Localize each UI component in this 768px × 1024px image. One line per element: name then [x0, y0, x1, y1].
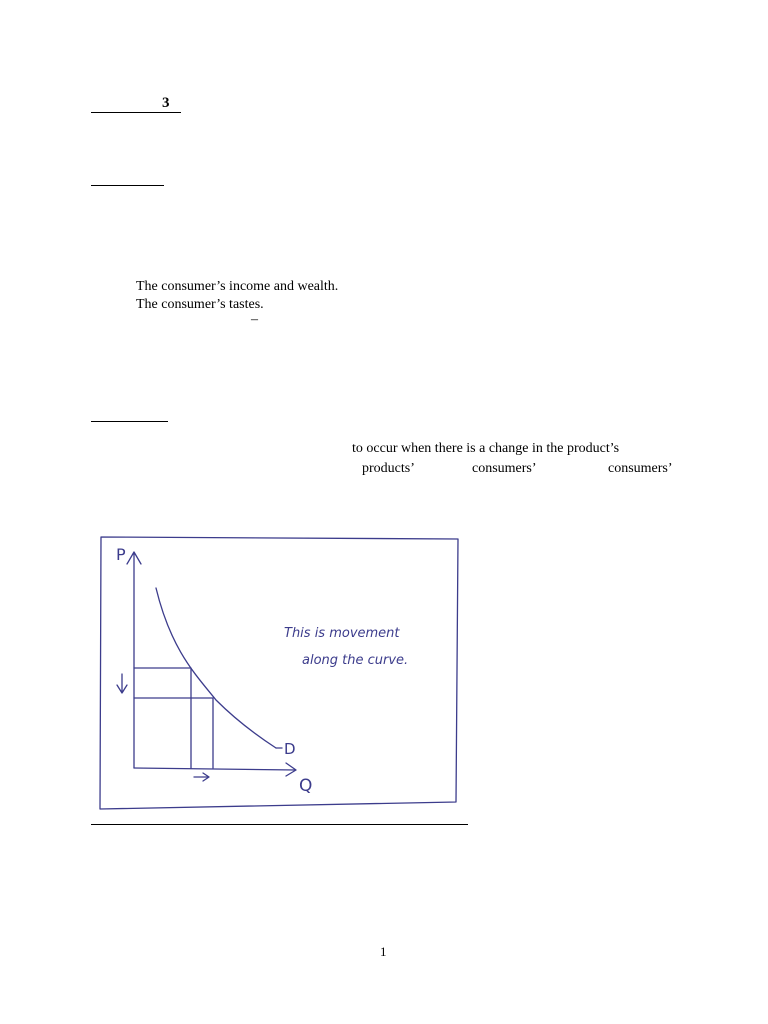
price-line-high — [134, 668, 191, 768]
annotation-line-2: along the curve. — [302, 653, 409, 668]
heading-underline — [91, 112, 181, 113]
x-axis-label: Q — [299, 776, 313, 796]
paragraph-line-1: to occur when there is a change in the product’s — [352, 441, 620, 456]
list-item-tastes: The consumer’s tastes. — [136, 297, 264, 312]
paragraph-word-products: products’ — [362, 461, 415, 476]
section-underline-1 — [91, 185, 164, 186]
annotation-line-1: This is movement — [284, 626, 400, 641]
paragraph-word-consumers-1: consumers’ — [472, 461, 537, 476]
list-item-income: The consumer’s income and wealth. — [136, 279, 339, 294]
quantity-increase-arrow — [194, 773, 209, 781]
x-axis — [134, 763, 296, 776]
figure-underline — [91, 824, 468, 825]
y-axis — [127, 552, 141, 768]
page-number: 1 — [380, 944, 387, 959]
paragraph-word-consumers-2: consumers’ — [608, 461, 673, 476]
demand-curve-figure — [96, 530, 466, 812]
y-axis-label: P — [116, 545, 126, 564]
price-decrease-arrow — [117, 674, 127, 693]
list-dash: – — [251, 312, 258, 327]
section-underline-2 — [91, 421, 168, 422]
price-line-low — [134, 698, 213, 768]
curve-label: D — [284, 740, 296, 758]
heading-number: 3 — [162, 95, 170, 111]
